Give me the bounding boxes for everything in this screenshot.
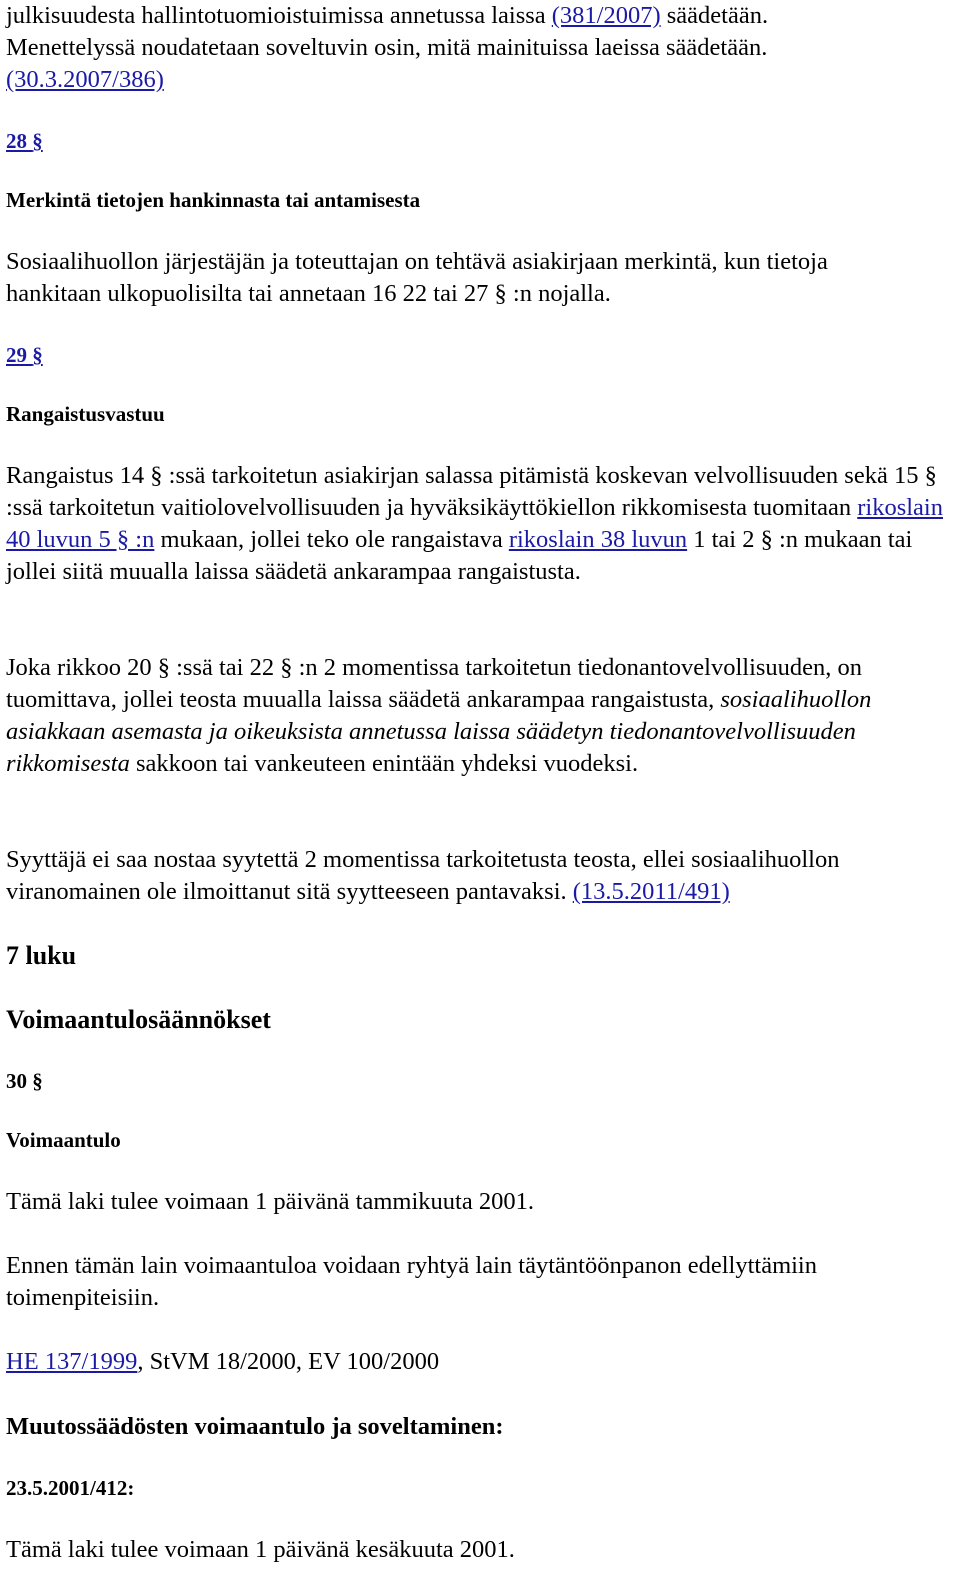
intro-line1-after: säädetään. xyxy=(660,2,769,29)
section-29-paragraph-1 xyxy=(6,460,956,588)
section-28-number xyxy=(6,127,43,155)
section-28-paragraph xyxy=(6,246,956,310)
section-29-p2-text-b: sakkoon tai vankeuteen enintään yhdeksi vuodeksi. xyxy=(129,750,639,777)
intro-line1-text: julkisuudesta hallintotuomioistuimissa annetussa laissa xyxy=(6,2,552,29)
legislative-reference-rest: , StVM 18/2000, EV 100/2000 xyxy=(137,1348,440,1375)
section-30-number: 30 § xyxy=(6,1069,43,1093)
section-29-p3-text: Syyttäjä ei saa nostaa syytettä 2 momentissa tarkoitetusta teosta, ellei sosiaalihuollon viranomainen ole ilmoittanut sitä syytteeseen pantavaksi. xyxy=(6,846,840,905)
section-28-link[interactable]: 28 § xyxy=(6,129,43,153)
rikoslaki-38-link[interactable]: rikoslain 38 luvun xyxy=(508,526,688,553)
section-28-line2: hankitaan ulkopuolisilta tai annetaan 16 22 tai 27 § :n nojalla. xyxy=(6,280,611,307)
section-29-link[interactable]: 29 § xyxy=(6,343,43,367)
legislative-reference xyxy=(6,1346,439,1378)
section-28-title: Merkintä tietojen hankinnasta tai antamisesta xyxy=(6,188,421,212)
section-30-paragraph-2: Ennen tämän lain voimaantuloa voidaan ryhtyä lain täytäntöönpanon edellyttämiin toimenpiteisiin. xyxy=(6,1252,817,1311)
section-29-p1-text-c: 1 tai 2 § :n mukaan tai jollei siitä muualla laissa säädetä ankarampaa rangaistusta. xyxy=(6,526,913,585)
section-29-p2-italic: sosiaalihuollon asiakkaan asemasta ja oikeuksista annetussa laissa säädetyn tiedonantovelvollisuuden rikkomisesta xyxy=(6,686,872,777)
amendment-entry-label: 23.5.2001/412: xyxy=(6,1476,135,1500)
amendment-link-386[interactable]: (30.3.2007/386) xyxy=(6,66,164,93)
intro-paragraph xyxy=(6,0,956,96)
section-29-paragraph-3 xyxy=(6,844,956,908)
section-30-title: Voimaantulo xyxy=(6,1128,121,1152)
section-29-p1-text-b: mukaan, jollei teko ole rangaistava xyxy=(154,526,509,553)
amendment-entry-text: Tämä laki tulee voimaan 1 päivänä kesäkuuta 2001. xyxy=(6,1536,515,1563)
section-30-paragraph-1: Tämä laki tulee voimaan 1 päivänä tammikuuta 2001. xyxy=(6,1188,534,1215)
section-29-paragraph-2 xyxy=(6,652,960,780)
law-link-381-2007[interactable]: (381/2007) xyxy=(551,2,661,29)
chapter-7-title: Voimaantulosäännökset xyxy=(6,1005,271,1034)
section-29-number xyxy=(6,341,43,369)
section-29-title: Rangaistusvastuu xyxy=(6,402,165,426)
section-29-p1-text-a: Rangaistus 14 § :ssä tarkoitetun asiakirjan salassa pitämistä koskevan velvollisuuden sekä 15 § :ssä tarkoitetun vaitiolovelvollisuuden ja hyväksikäyttökiellon rikkomisesta tuomitaan xyxy=(6,462,937,521)
amendments-heading: Muutossäädösten voimaantulo ja soveltaminen: xyxy=(6,1413,504,1440)
intro-line2-text: Menettelyssä noudatetaan soveltuvin osin, mitä mainituissa laeissa säädetään. xyxy=(6,34,768,61)
amendment-link-491[interactable]: (13.5.2011/491) xyxy=(572,878,730,905)
section-28-line1: Sosiaalihuollon järjestäjän ja toteuttajan on tehtävä asiakirjaan merkintä, kun tietoja xyxy=(6,248,828,275)
section-29-p2-text-a: Joka rikkoo 20 § :ssä tai 22 § :n 2 momentissa tarkoitetun tiedonantovelvollisuuden, on tuomittava, jollei teosta muualla laissa säädetä ankarampaa rangaistusta, xyxy=(6,654,863,713)
he-137-1999-link[interactable]: HE 137/1999 xyxy=(6,1348,138,1375)
chapter-7-number: 7 luku xyxy=(6,941,77,970)
rikoslaki-40-5-link[interactable]: rikoslain 40 luvun 5 § :n xyxy=(6,494,943,553)
